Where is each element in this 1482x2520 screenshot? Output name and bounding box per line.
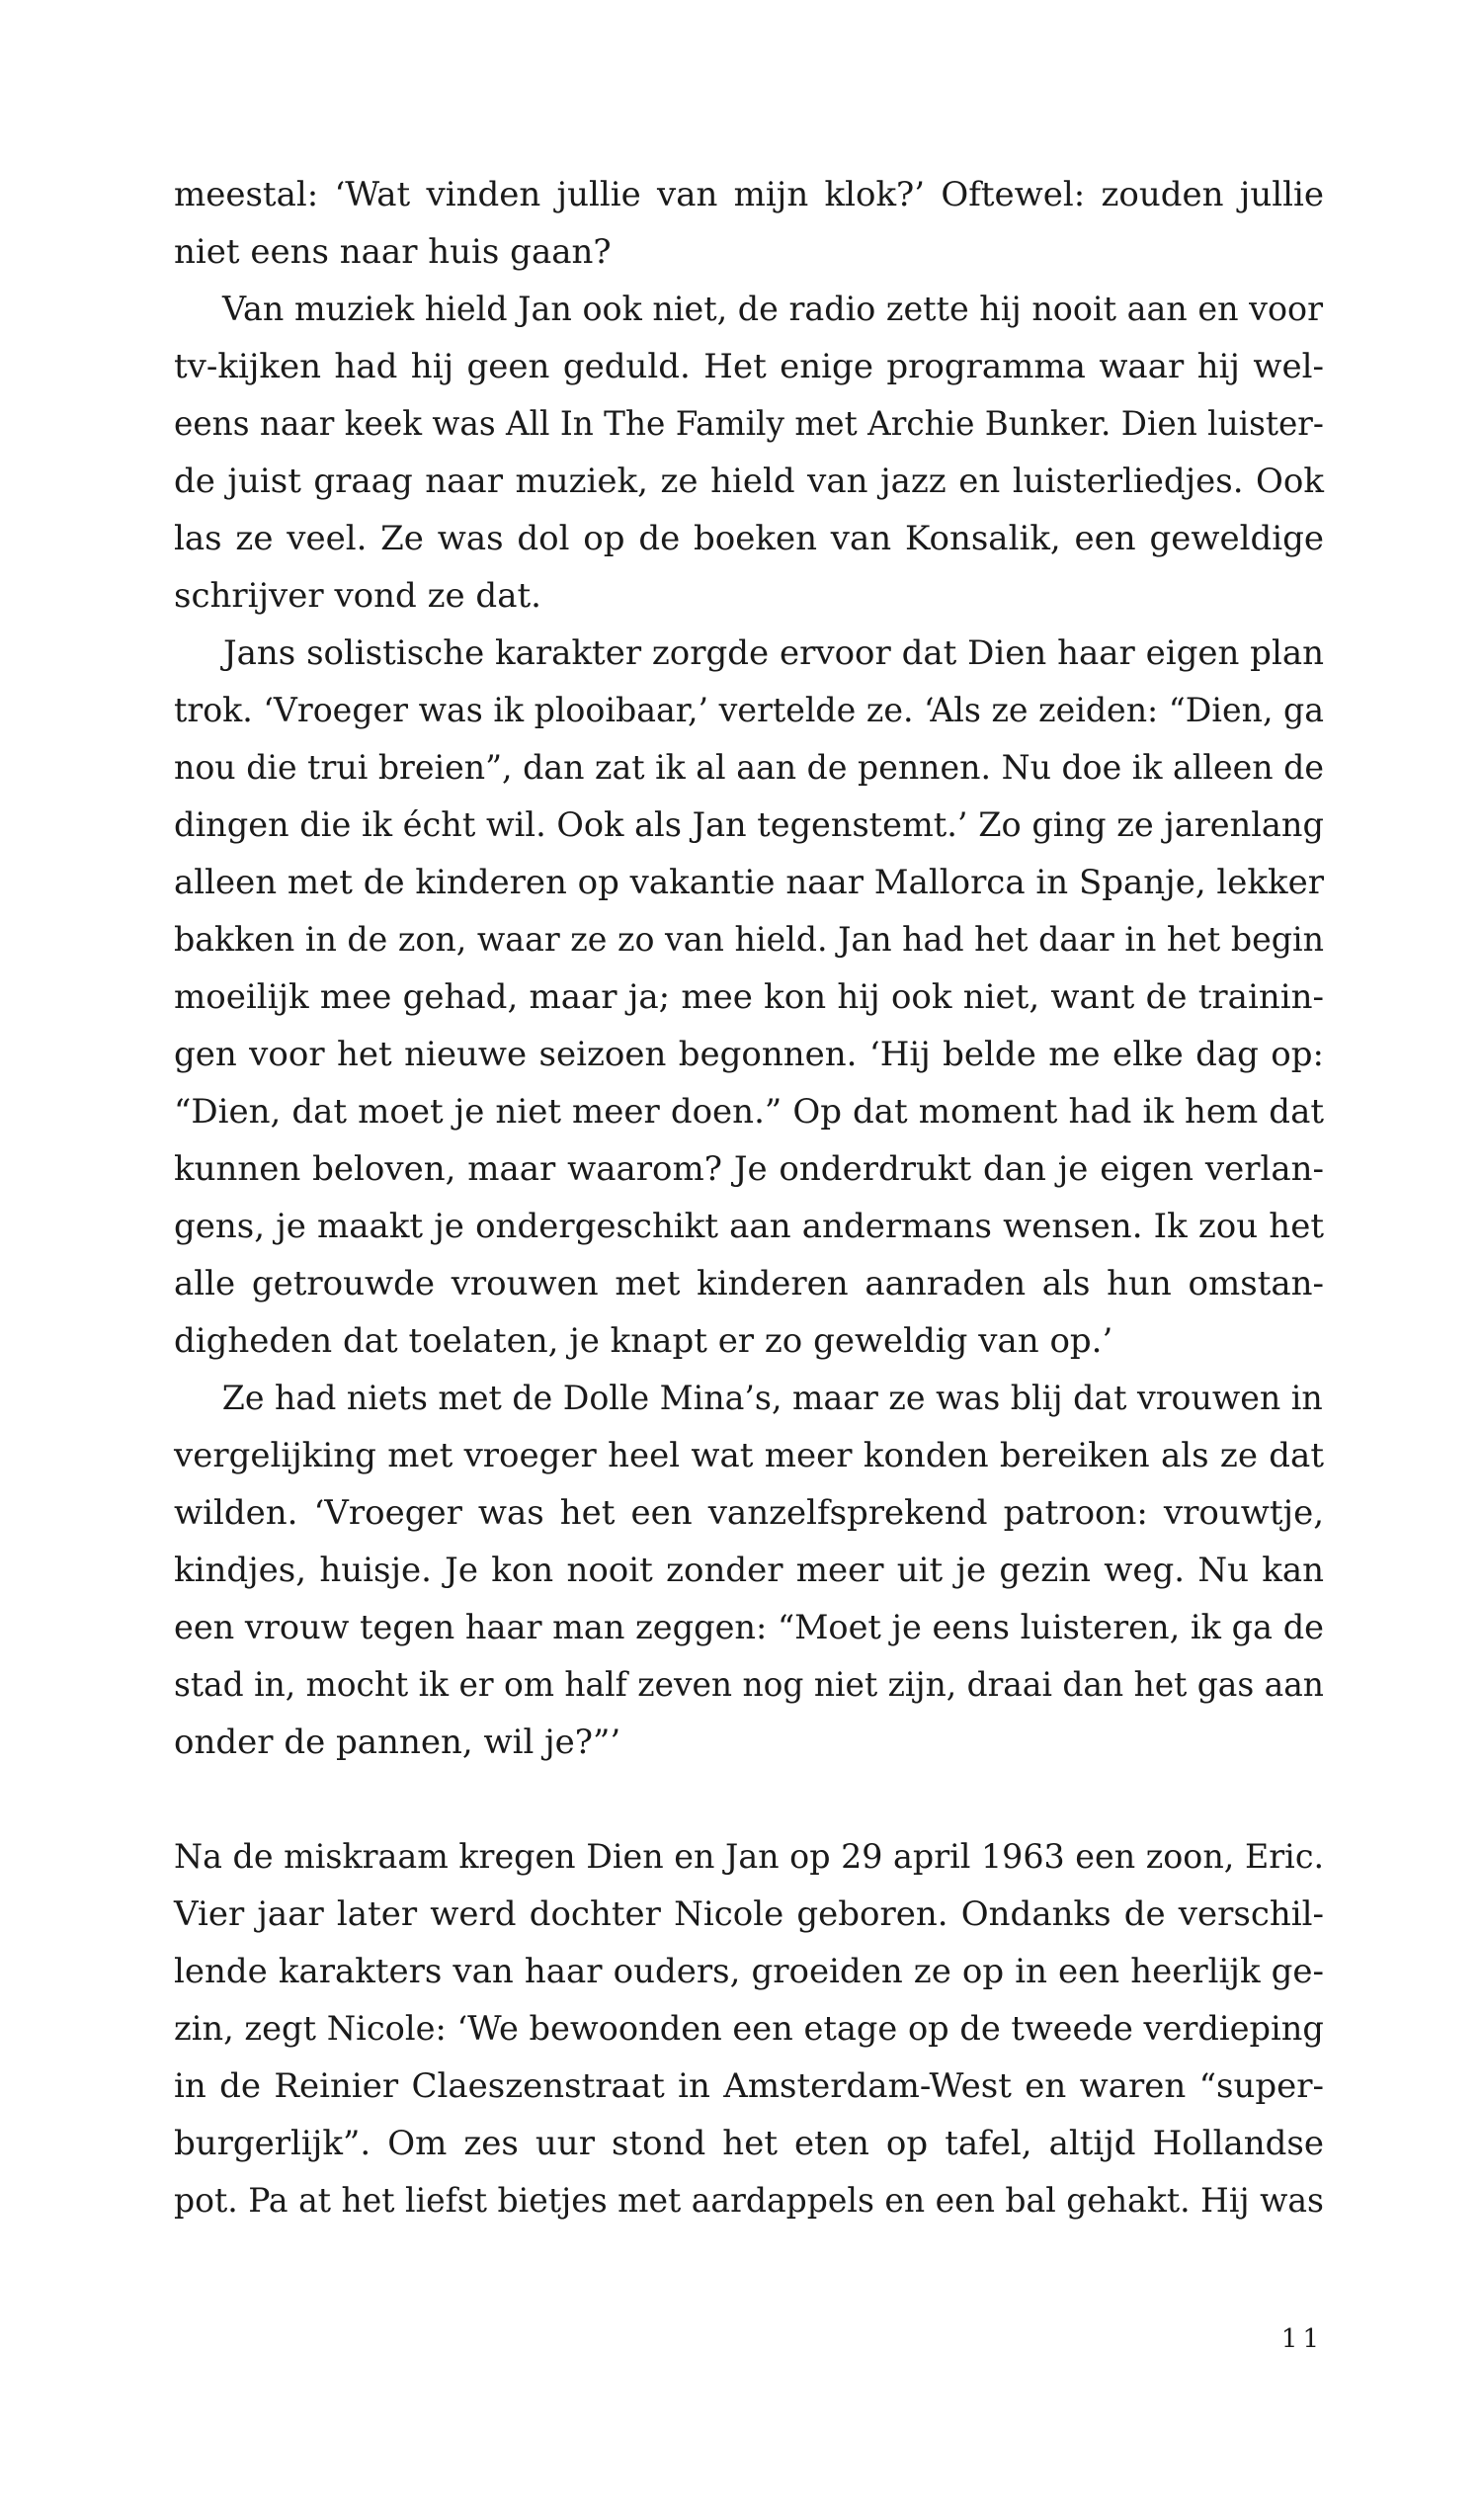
text-line: in de Reinier Claeszenstraat in Amsterdam-West en waren “super- [174,2066,1324,2106]
text-line: kindjes, huisje. Je kon nooit zonder meer uit je gezin weg. Nu kan [174,1551,1324,1590]
text-line: bakken in de zon, waar ze zo van hield. Jan had het daar in het begin [174,920,1324,960]
text-line: lende karakters van haar ouders, groeiden ze op in een heerlijk ge- [174,1952,1324,1991]
text-line: wilden. ‘Vroeger was het een vanzelfsprekend patroon: vrouwtje, [174,1493,1324,1533]
text-line: Na de miskraam kregen Dien en Jan op 29 april 1963 een zoon, Eric. [174,1837,1325,1877]
text-line: pot. Pa at het liefst bietjes met aardappels en een bal gehakt. Hij was [174,2181,1324,2221]
text-line: Ze had niets met de Dolle Mina’s, maar ze was blij dat vrouwen in [221,1379,1323,1418]
text-line: schrijver vond ze dat. [174,576,541,616]
text-line: Jans solistische karakter zorgde ervoor dat Dien haar eigen plan [223,633,1324,673]
text-line: eens naar keek was All In The Family met Archie Bunker. Dien luister- [174,404,1324,444]
text-line: Van muziek hield Jan ook niet, de radio zette hij nooit aan en voor [222,290,1324,329]
text-line: las ze veel. Ze was dol op de boeken van Konsalik, een geweldige [174,519,1324,558]
text-line: burgerlijk”. Om zes uur stond het eten op tafel, altijd Hollandse [174,2124,1324,2163]
text-line: alle getrouwde vrouwen met kinderen aanraden als hun omstan- [174,1264,1324,1303]
text-line: gens, je maakt je ondergeschikt aan andermans wensen. Ik zou het [174,1207,1324,1246]
text-line: niet eens naar huis gaan? [174,232,612,272]
text-line: een vrouw tegen haar man zeggen: “Moet je eens luisteren, ik ga de [174,1608,1325,1647]
text-line: stad in, mocht ik er om half zeven nog niet zijn, draai dan het gas aan [174,1665,1324,1705]
page-text-block [174,166,1324,2439]
text-line: zin, zegt Nicole: ‘We bewoonden een etage op de tweede verdieping [174,2009,1324,2049]
text-line: meestal: ‘Wat vinden jullie van mijn klok?’ Oftewel: zouden jullie [174,175,1324,214]
text-line: gen voor het nieuwe seizoen begonnen. ‘Hij belde me elke dag op: [174,1035,1324,1074]
text-line: dingen die ik écht wil. Ook als Jan tegenstemt.’ Zo ging ze jarenlang [174,805,1324,845]
text-line: nou die trui breien”, dan zat ik al aan de pennen. Nu doe ik alleen de [174,748,1324,788]
text-line: Vier jaar later werd dochter Nicole geboren. Ondanks de verschil- [174,1894,1324,1934]
text-line: onder de pannen, wil je?”’ [174,1722,621,1762]
text-line: “Dien, dat moet je niet meer doen.” Op dat moment had ik hem dat [174,1092,1324,1132]
text-line: tv-kijken had hij geen geduld. Het enige programma waar hij wel- [174,347,1324,386]
text-line: moeilijk mee gehad, maar ja; mee kon hij ook niet, want de trainin- [174,977,1324,1017]
page-number: 11 [1280,2324,1324,2354]
text-line: kunnen beloven, maar waarom? Je onderdrukt dan je eigen verlan- [174,1149,1324,1189]
text-line: vergelijking met vroeger heel wat meer konden bereiken als ze dat [174,1436,1324,1475]
text-line: alleen met de kinderen op vakantie naar Mallorca in Spanje, lekker [174,863,1324,902]
text-line: trok. ‘Vroeger was ik plooibaar,’ vertelde ze. ‘Als ze zeiden: “Dien, ga [174,691,1325,730]
text-line: digheden dat toelaten, je knapt er zo geweldig van op.’ [174,1321,1113,1361]
text-line: de juist graag naar muziek, ze hield van jazz en luisterliedjes. Ook [174,462,1324,501]
